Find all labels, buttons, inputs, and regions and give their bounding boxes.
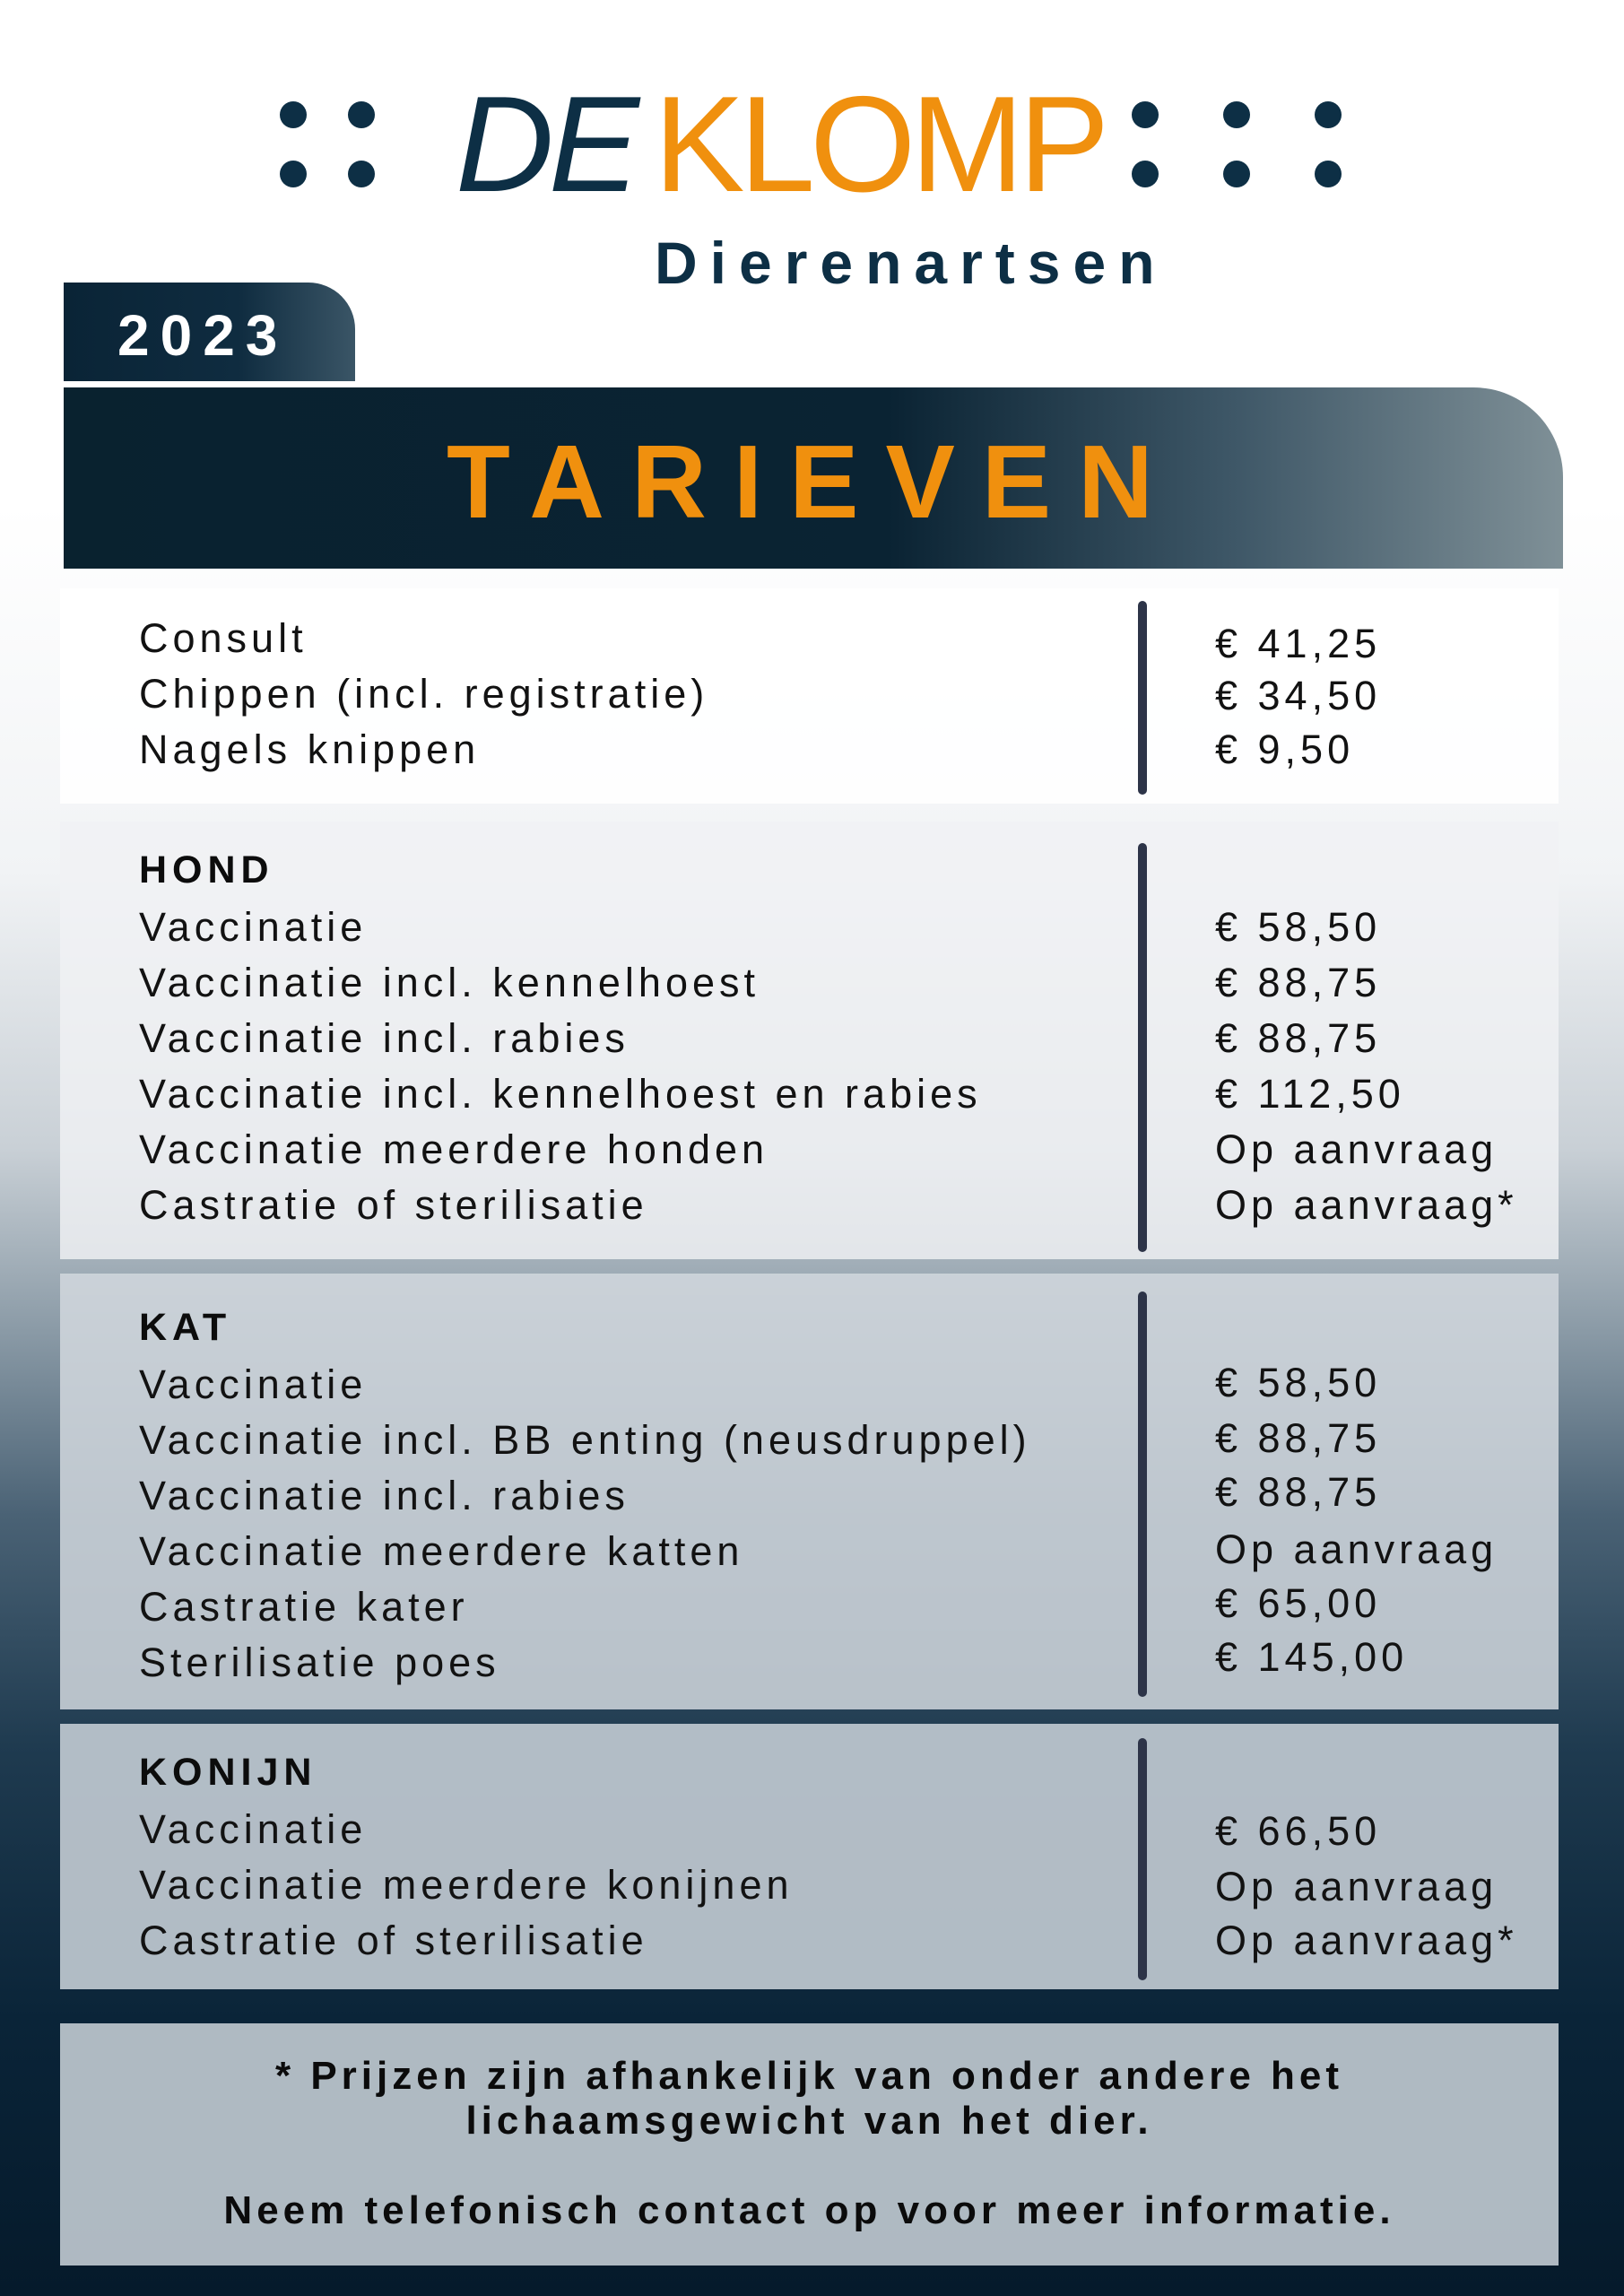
item-price: € 65,00 bbox=[1215, 1580, 1382, 1626]
section-heading: HOND bbox=[139, 848, 274, 891]
page-title: TARIEVEN bbox=[447, 423, 1180, 540]
item-name: Vaccinatie bbox=[139, 1806, 368, 1852]
item-name: Vaccinatie incl. BB enting (neusdruppel) bbox=[139, 1417, 1031, 1463]
item-price: € 88,75 bbox=[1215, 1015, 1382, 1061]
brand-subtitle: Dierenartsen bbox=[655, 230, 1168, 296]
dots-left-decoration bbox=[280, 101, 375, 187]
item-price: Op aanvraag* bbox=[1215, 1182, 1518, 1228]
item-name: Chippen (incl. registratie) bbox=[139, 671, 709, 717]
item-price: Op aanvraag bbox=[1215, 1126, 1498, 1172]
item-name: Nagels knippen bbox=[139, 726, 481, 772]
item-price: € 41,25 bbox=[1215, 621, 1382, 666]
footnote-line: lichaamsgewicht van het dier. bbox=[465, 2099, 1153, 2143]
item-name: Vaccinatie incl. rabies bbox=[139, 1473, 630, 1518]
item-price: € 9,50 bbox=[1215, 726, 1355, 772]
item-name: Castratie kater bbox=[139, 1584, 469, 1630]
brand-name-klomp: KLOMP bbox=[654, 68, 1105, 221]
logo bbox=[0, 68, 1624, 296]
item-name: Sterilisatie poes bbox=[139, 1639, 500, 1685]
section-hond bbox=[60, 822, 1559, 1259]
column-divider bbox=[1138, 1738, 1147, 1980]
item-price: € 112,50 bbox=[1215, 1071, 1405, 1117]
item-name: Vaccinatie bbox=[139, 904, 368, 950]
title-bar bbox=[64, 387, 1563, 569]
year-label: 2023 bbox=[117, 303, 289, 368]
item-price: € 88,75 bbox=[1215, 1415, 1382, 1461]
section-heading: KAT bbox=[139, 1306, 232, 1349]
item-price: € 58,50 bbox=[1215, 1360, 1382, 1405]
item-name: Consult bbox=[139, 615, 308, 661]
column-divider bbox=[1138, 843, 1147, 1252]
item-price: € 145,00 bbox=[1215, 1634, 1409, 1680]
item-name: Castratie of sterilisatie bbox=[139, 1182, 648, 1228]
item-name: Vaccinatie bbox=[139, 1361, 368, 1407]
footnote-box bbox=[60, 2023, 1559, 2266]
footnote-line: * Prijzen zijn afhankelijk van onder andere het bbox=[274, 2054, 1344, 2098]
column-divider bbox=[1138, 1292, 1147, 1697]
section-konijn bbox=[60, 1724, 1559, 1989]
section-heading: KONIJN bbox=[139, 1751, 317, 1794]
item-name: Castratie of sterilisatie bbox=[139, 1918, 648, 1963]
column-divider bbox=[1138, 601, 1147, 795]
item-price: € 66,50 bbox=[1215, 1808, 1382, 1854]
item-price: € 34,50 bbox=[1215, 673, 1382, 718]
section-kat bbox=[60, 1274, 1559, 1709]
item-price: Op aanvraag bbox=[1215, 1526, 1498, 1572]
item-price: Op aanvraag* bbox=[1215, 1918, 1518, 1963]
logo-wordmark bbox=[0, 68, 1624, 221]
brand-name bbox=[456, 68, 1105, 221]
year-tab bbox=[64, 283, 355, 381]
item-price: € 88,75 bbox=[1215, 960, 1382, 1005]
item-price: € 88,75 bbox=[1215, 1469, 1382, 1515]
dots-right-decoration bbox=[1132, 101, 1342, 187]
item-price: Op aanvraag bbox=[1215, 1864, 1498, 1909]
item-price: € 58,50 bbox=[1215, 904, 1382, 950]
item-name: Vaccinatie meerdere katten bbox=[139, 1528, 744, 1574]
item-name: Vaccinatie incl. kennelhoest bbox=[139, 960, 760, 1005]
section-general bbox=[60, 588, 1559, 804]
item-name: Vaccinatie meerdere honden bbox=[139, 1126, 769, 1172]
item-name: Vaccinatie incl. kennelhoest en rabies bbox=[139, 1071, 982, 1117]
brand-name-de: DE bbox=[456, 68, 635, 221]
item-name: Vaccinatie incl. rabies bbox=[139, 1015, 630, 1061]
item-name: Vaccinatie meerdere konijnen bbox=[139, 1862, 794, 1908]
contact-line: Neem telefonisch contact op voor meer informatie. bbox=[223, 2188, 1395, 2232]
